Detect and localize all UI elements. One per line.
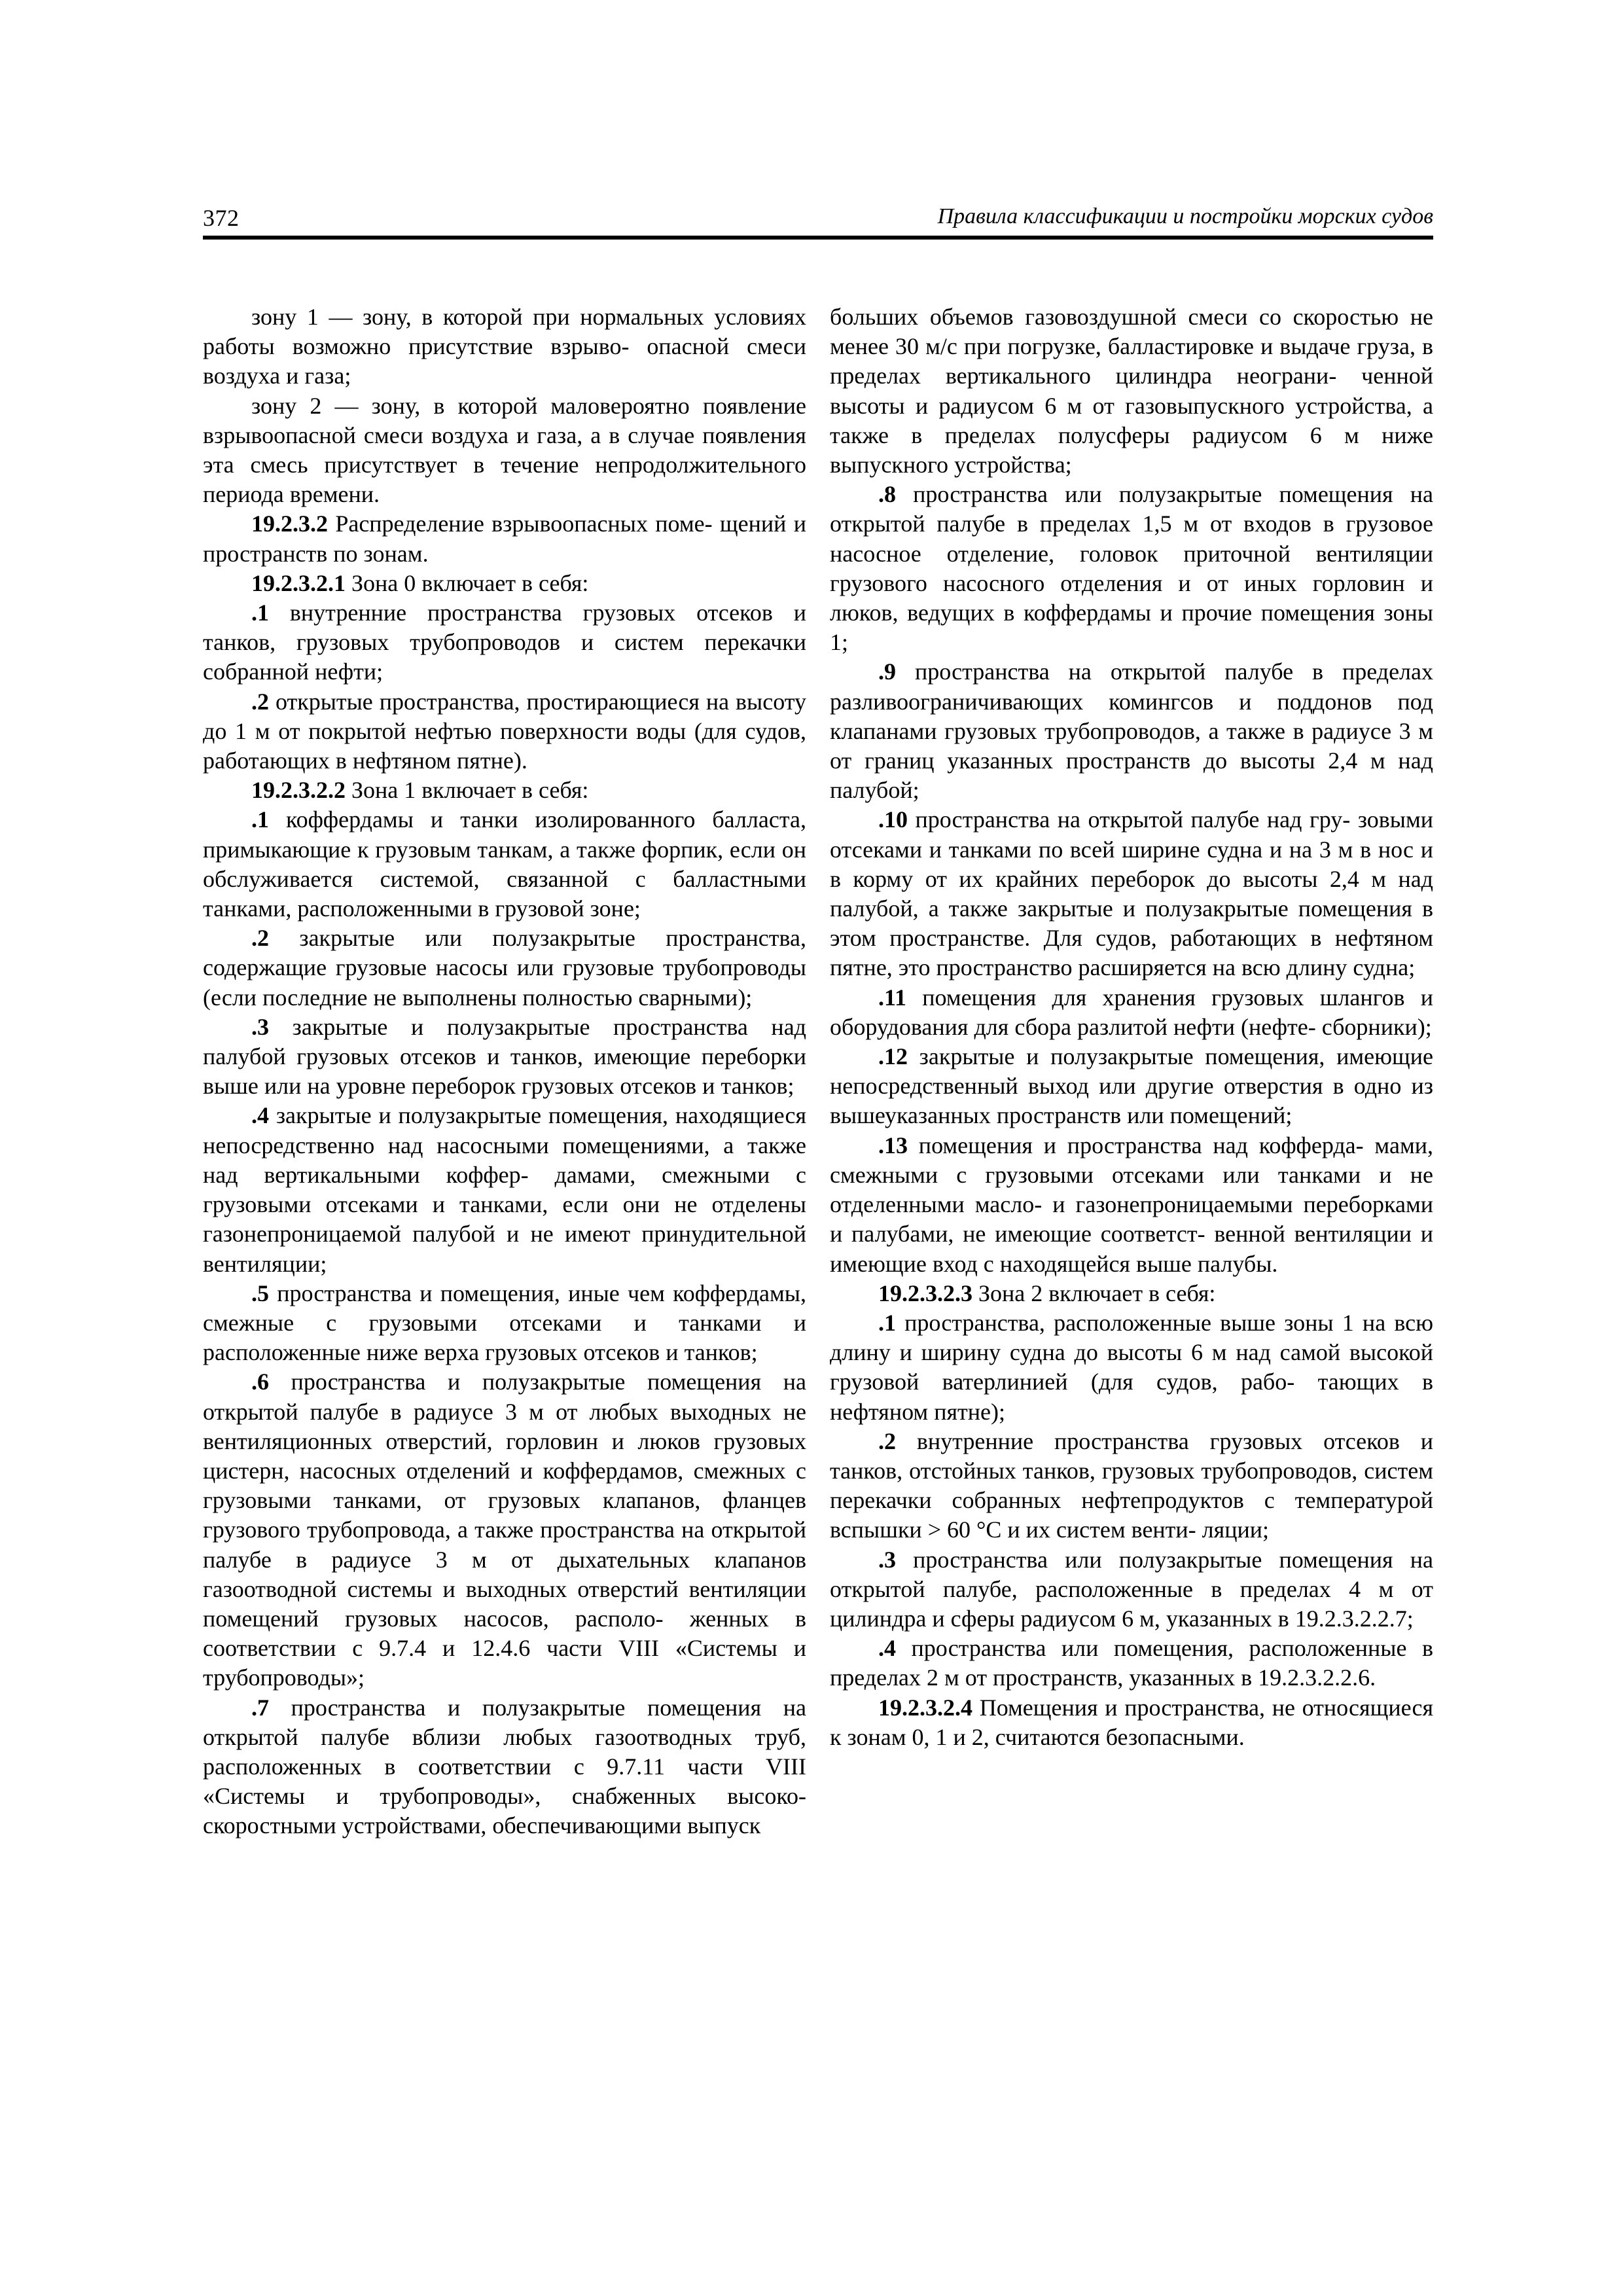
paragraph	[203, 687, 806, 776]
paragraph-text: пространства или помещения, расположенные в пределах 2 м от пространств, указанных в 19.2.3.2.2.6.	[830, 1635, 1433, 1691]
paragraph-text: зону 1 — зону, в которой при нормальных условиях работы возможно присутствие взрыво- опасной смеси воздуха и газа;	[203, 304, 806, 389]
clause-number: 19.2.3.2	[251, 511, 328, 537]
paragraph-text: Зона 2 включает в себя:	[972, 1280, 1216, 1306]
paragraph	[830, 805, 1433, 982]
clause-number: 19.2.3.2.1	[251, 569, 346, 596]
clause-number: .12	[878, 1043, 908, 1070]
paragraph	[203, 509, 806, 568]
paragraph-text: пространства на открытой палубе в пределах разливоограничивающих комингсов и поддонов под клапанами грузовых трубопроводов, а также в радиусе 3 м от границ указанных пространств до высоты 2,4 м над палубой;	[830, 658, 1433, 804]
clause-number: .6	[251, 1369, 269, 1395]
paragraph	[830, 1427, 1433, 1545]
clause-number: .10	[878, 806, 908, 833]
page-header	[203, 202, 1433, 240]
clause-number: .1	[251, 806, 269, 833]
paragraph	[830, 1634, 1433, 1693]
paragraph	[203, 1013, 806, 1102]
clause-number: .4	[878, 1635, 896, 1662]
clause-number: .1	[251, 600, 269, 626]
paragraph-text: закрытые и полузакрытые помещения, имеющие непосредственный выход или другие отверстия в одно из вышеуказанных пространств или помещений;	[830, 1043, 1433, 1129]
paragraph-text: пространства или полузакрытые помещения на открытой палубе в пределах 1,5 м от входов в грузовое насосное отделение, головок приточной вентиляции грузового насосного отделения и от иных горловин и люков, ведущих в коффердамы и прочие помещения зоны 1;	[830, 481, 1433, 656]
paragraph	[830, 1131, 1433, 1279]
paragraph	[203, 569, 806, 598]
clause-number: .2	[251, 688, 269, 715]
paragraph	[203, 1693, 806, 1841]
paragraph	[203, 805, 806, 924]
paragraph-text: пространства и полузакрытые помещения на открытой палубе вблизи любых газоотводных труб, расположенных в соответствии с 9.7.11 части VIII «Системы и трубопроводы», снабженных высоко- скоростными устройствами, обеспечивающими выпуск	[203, 1694, 806, 1839]
paragraph-text: Распределение взрывоопасных поме- щений и пространств по зонам.	[203, 511, 806, 567]
running-title: Правила классификации и постройки морских судов	[937, 204, 1433, 228]
paragraph	[203, 1279, 806, 1368]
right-text-column	[830, 302, 1433, 1752]
paragraph	[203, 1101, 806, 1278]
paragraph-text: Помещения и пространства, не относящиеся к зонам 0, 1 и 2, считаются безопасными.	[830, 1694, 1433, 1750]
paragraph	[203, 924, 806, 1013]
paragraph-text: пространства и помещения, иные чем коффердамы, смежные с грузовыми отсеками и танками и расположенные ниже верха грузовых отсеков и танков;	[203, 1280, 806, 1366]
clause-number: .3	[251, 1013, 269, 1040]
left-text-column	[203, 302, 806, 1841]
paragraph	[203, 598, 806, 687]
paragraph	[203, 1367, 806, 1693]
paragraph-text: коффердамы и танки изолированного балласта, примыкающие к грузовым танкам, а также форпик, если он обслуживается системой, связанной с балластными танками, расположенными в грузовой зоне;	[203, 806, 806, 922]
page-number: 372	[203, 205, 240, 231]
paragraph-text: закрытые или полузакрытые пространства, содержащие грузовые насосы или грузовые трубопроводы (если последние не выполнены полностью сварными);	[203, 925, 806, 1011]
paragraph	[830, 983, 1433, 1042]
clause-number: .2	[251, 925, 269, 952]
clause-number: .2	[878, 1427, 896, 1454]
paragraph-text: пространства, расположенные выше зоны 1 на всю длину и ширину судна до высоты 6 м над самой высокой грузовой ватерлинией (для судов, рабо- тающих в нефтяном пятне);	[830, 1309, 1433, 1425]
paragraph	[830, 480, 1433, 657]
paragraph-text: Зона 1 включает в себя:	[346, 777, 589, 804]
clause-number: .1	[878, 1309, 896, 1336]
paragraph	[203, 302, 806, 391]
paragraph	[203, 391, 806, 510]
paragraph-text: открытые пространства, простирающиеся на высоту до 1 м от покрытой нефтью поверхности воды (для судов, работающих в нефтяном пятне).	[203, 688, 806, 774]
clause-number: .7	[251, 1694, 269, 1721]
clause-number: .8	[878, 481, 896, 508]
clause-number: .11	[878, 984, 907, 1011]
clause-number: 19.2.3.2.3	[878, 1280, 972, 1306]
paragraph-text: внутренние пространства грузовых отсеков и танков, отстойных танков, грузовых трубопроводов, систем перекачки собранных нефтепродуктов с температурой вспышки > 60 °С и их систем венти- ляции;	[830, 1427, 1433, 1543]
paragraph	[830, 1693, 1433, 1752]
paragraph	[203, 776, 806, 805]
paragraph-text: пространства и полузакрытые помещения на открытой палубе в радиусе 3 м от любых выходных не вентиляционных отверстий, горловин и люков грузовых цистерн, насосных отделений и коффердамов, смежных с грузовыми танками, от грузовых клапанов, фланцев грузового трубопровода, а также пространства на открытой палубе в радиусе 3 м от дыхательных клапанов газоотводной системы и выходных отверстий вентиляции помещений грузовых насосов, располо- женных в соответствии с 9.7.4 и 12.4.6 части VIII «Системы и трубопроводы»;	[203, 1369, 806, 1691]
paragraph	[830, 1042, 1433, 1131]
paragraph	[830, 302, 1433, 480]
clause-number: .13	[878, 1132, 908, 1158]
paragraph-text: закрытые и полузакрытые помещения, находящиеся непосредственно над насосными помещениями, а также над вертикальными коффер- дамами, смежными с грузовыми отсеками и танками, если они не отделены газонепроницаемой палубой и не имеют принудительной вентиляции;	[203, 1102, 806, 1277]
paragraph-text: зону 2 — зону, в которой маловероятно появление взрывоопасной смеси воздуха и газа, а в случае появления эта смесь присутствует в течение непродолжительного периода времени.	[203, 392, 806, 508]
paragraph	[830, 657, 1433, 805]
paragraph	[830, 1279, 1433, 1308]
paragraph-text: помещения и пространства над кофферда- мами, смежными с грузовыми отсеками или танками и не отделенными масло- и газонепроницаемыми переборками и палубами, не имеющие соответст- венной вентиляции и имеющие вход с находящейся выше палубы.	[830, 1132, 1433, 1277]
paragraph	[830, 1545, 1433, 1634]
paragraph-text: внутренние пространства грузовых отсеков и танков, грузовых трубопроводов и систем перекачки собранной нефти;	[203, 600, 806, 685]
clause-number: 19.2.3.2.2	[251, 777, 346, 804]
paragraph-text: больших объемов газовоздушной смеси со скоростью не менее 30 м/с при погрузке, балластировке и выдаче груза, в пределах вертикального цилиндра неограни- ченной высоты и радиусом 6 м от газовыпускного устройства, а также в пределах полусферы радиусом 6 м ниже выпускного устройства;	[830, 304, 1433, 478]
clause-number: 19.2.3.2.4	[878, 1694, 972, 1721]
clause-number: .4	[251, 1102, 269, 1129]
clause-number: .3	[878, 1546, 896, 1573]
paragraph	[830, 1308, 1433, 1427]
clause-number: .9	[878, 658, 896, 685]
paragraph-text: закрытые и полузакрытые пространства над палубой грузовых отсеков и танков, имеющие переборки выше или на уровне переборок грузовых отсеков и танков;	[203, 1013, 806, 1100]
paragraph-text: Зона 0 включает в себя:	[346, 569, 589, 596]
paragraph-text: помещения для хранения грузовых шлангов и оборудования для сбора разлитой нефти (нефте- сборники);	[830, 984, 1433, 1040]
clause-number: .5	[251, 1280, 269, 1306]
paragraph-text: пространства на открытой палубе над гру- зовыми отсеками и танками по всей ширине судна и на 3 м в нос и в корму от их крайних переборок до высоты 2,4 м над палубой, а также закрытые и полузакрытые помещения в этом пространстве. Для судов, работающих в нефтяном пятне, это пространство расширяется на всю длину судна;	[830, 806, 1433, 981]
paragraph-text: пространства или полузакрытые помещения на открытой палубе, расположенные в пределах 4 м от цилиндра и сферы радиусом 6 м, указанных в 19.2.3.2.2.7;	[830, 1546, 1433, 1632]
